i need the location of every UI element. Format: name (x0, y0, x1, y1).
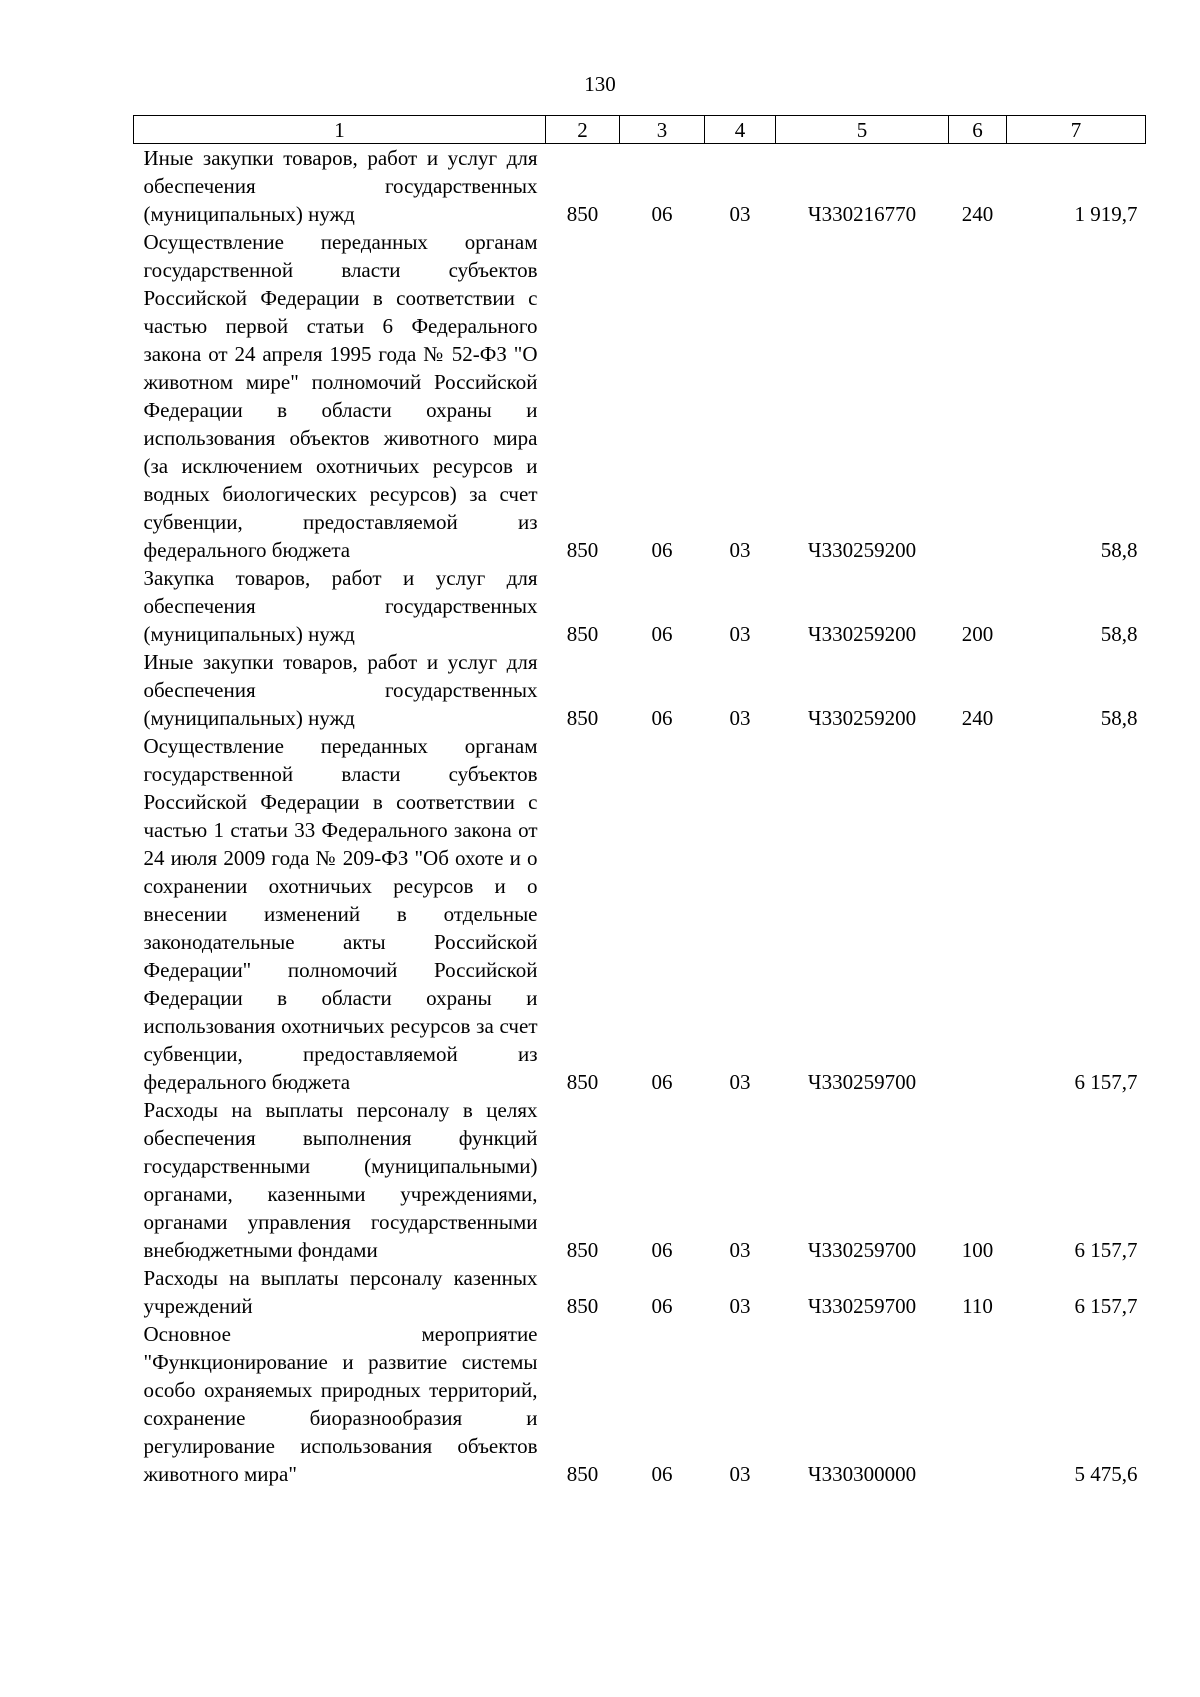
row-subsection-code: 03 (729, 1462, 751, 1486)
row-amount: 6 157,7 (1074, 1238, 1138, 1262)
row-subsection-code: 03 (729, 538, 751, 562)
row-ministry-code: 850 (566, 622, 599, 646)
row-expense-type: 110 (962, 1294, 993, 1318)
table-row (134, 144, 1146, 229)
row-ministry-code: 850 (566, 706, 599, 730)
row-subsection-code: 03 (729, 1294, 751, 1318)
row-expense-type (949, 228, 1007, 564)
column-header-4: 4 (705, 116, 776, 144)
page-number: 130 (584, 72, 616, 96)
row-target-code: Ч330259200 (807, 538, 917, 562)
column-header-1: 1 (134, 116, 546, 144)
row-subsection-code: 03 (729, 1070, 751, 1094)
row-expense-type: 240 (961, 202, 994, 226)
row-target-code: Ч330259700 (807, 1294, 917, 1318)
row-expense-type (949, 732, 1007, 1096)
table-row (134, 732, 1146, 1096)
row-section-code: 06 (651, 706, 673, 730)
row-amount: 58,8 (1100, 538, 1138, 562)
table-row (134, 1096, 1146, 1264)
column-header-7: 7 (1007, 116, 1146, 144)
row-ministry-code: 850 (566, 202, 599, 226)
table-header (134, 116, 1146, 144)
row-target-code: Ч330259200 (807, 706, 917, 730)
row-subsection-code: 03 (729, 622, 751, 646)
row-section-code: 06 (651, 202, 673, 226)
row-ministry-code: 850 (566, 1462, 599, 1486)
row-ministry-code: 850 (566, 1294, 599, 1318)
table-row (134, 228, 1146, 564)
row-subsection-code: 03 (729, 202, 751, 226)
row-description: Расходы на выплаты персоналу казенных учреждений (143, 1266, 538, 1318)
row-amount: 6 157,7 (1074, 1294, 1138, 1318)
table-row (134, 1320, 1146, 1488)
row-section-code: 06 (651, 622, 673, 646)
row-expense-type: 100 (961, 1238, 994, 1262)
row-amount: 58,8 (1100, 622, 1138, 646)
row-description: Закупка товаров, работ и услуг для обеспечения государственных (муниципальных) нужд (143, 566, 538, 646)
row-amount: 6 157,7 (1074, 1070, 1138, 1094)
table-row (134, 564, 1146, 648)
row-target-code: Ч330259700 (807, 1238, 917, 1262)
column-header-2: 2 (546, 116, 620, 144)
row-amount: 5 475,6 (1074, 1462, 1138, 1486)
row-target-code: Ч330216770 (807, 202, 917, 226)
row-description: Иные закупки товаров, работ и услуг для обеспечения государственных (муниципальных) нужд (143, 146, 538, 226)
column-header-5: 5 (776, 116, 949, 144)
header-row (134, 116, 1146, 144)
row-section-code: 06 (651, 1238, 673, 1262)
row-target-code: Ч330300000 (807, 1462, 917, 1486)
column-header-3: 3 (620, 116, 705, 144)
row-description: Осуществление переданных органам государственной власти субъектов Российской Федерации в соответствии с частью 1 статьи 33 Федерального закона от 24 июля 2009 года № 209-ФЗ "Об охоте и о сохранении охотничьих ресурсов и о внесении изменений в отдельные законодательные акты Российской Федерации" полномочий Российской Федерации в области охраны и использования охотничьих ресурсов за счет субвенции, предоставляемой из федерального бюджета (143, 734, 538, 1094)
row-section-code: 06 (651, 1462, 673, 1486)
column-header-6: 6 (949, 116, 1007, 144)
row-target-code: Ч330259700 (807, 1070, 917, 1094)
row-description: Расходы на выплаты персоналу в целях обеспечения выполнения функций государственными (муниципальными) органами, казенными учреждениями, органами управления государственными внебюджетными фондами (143, 1098, 538, 1262)
row-expense-type (949, 1320, 1007, 1488)
table-row (134, 648, 1146, 732)
row-ministry-code: 850 (566, 538, 599, 562)
row-section-code: 06 (651, 1294, 673, 1318)
row-expense-type: 240 (961, 706, 994, 730)
row-subsection-code: 03 (729, 706, 751, 730)
row-description: Иные закупки товаров, работ и услуг для обеспечения государственных (муниципальных) нужд (143, 650, 538, 730)
row-expense-type: 200 (961, 622, 994, 646)
row-description: Осуществление переданных органам государственной власти субъектов Российской Федерации в соответствии с частью первой статьи 6 Федерального закона от 24 апреля 1995 года № 52-ФЗ "О животном мире" полномочий Российской Федерации в области охраны и использования объектов животного мира (за исключением охотничьих ресурсов и водных биологических ресурсов) за счет субвенции, предоставляемой из федерального бюджета (143, 230, 538, 562)
row-description: Основное мероприятие "Функционирование и развитие системы особо охраняемых природных территорий, сохранение биоразнообразия и регулирование использования объектов животного мира" (143, 1322, 538, 1486)
row-section-code: 06 (651, 538, 673, 562)
table-row (134, 1264, 1146, 1320)
row-amount: 58,8 (1100, 706, 1138, 730)
budget-table (133, 115, 1146, 1488)
row-subsection-code: 03 (729, 1238, 751, 1262)
row-ministry-code: 850 (566, 1070, 599, 1094)
row-section-code: 06 (651, 1070, 673, 1094)
row-ministry-code: 850 (566, 1238, 599, 1262)
row-target-code: Ч330259200 (807, 622, 917, 646)
row-amount: 1 919,7 (1074, 202, 1138, 226)
